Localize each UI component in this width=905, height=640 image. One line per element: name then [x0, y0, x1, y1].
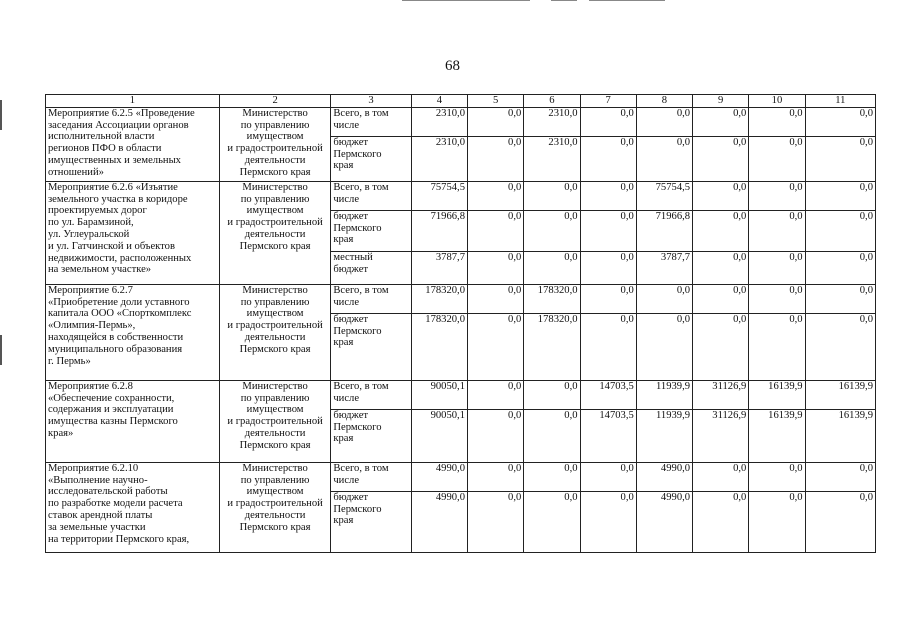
amount-cell: 0,0	[749, 251, 805, 284]
amount-cell: 178320,0	[524, 284, 580, 313]
amount-cell: 0,0	[524, 380, 580, 409]
amount-cell: 71966,8	[636, 210, 692, 251]
responsible-organization: Министерство по управлению имуществом и градостроительной деятельности Пермского края	[219, 181, 331, 284]
activity-description: Мероприятие 6.2.7 «Приобретение доли уставного капитала ООО «Спорткомплекс «Олимпия-Пермь», находящейся в собственности муниципального образования г. Пермь»	[46, 284, 220, 380]
funding-source: бюджет Пермского края	[331, 136, 411, 181]
funding-source: бюджет Пермского края	[331, 491, 411, 552]
column-number: 1	[46, 95, 220, 108]
amount-cell: 0,0	[468, 491, 524, 552]
responsible-organization: Министерство по управлению имуществом и градостроительной деятельности Пермского края	[219, 462, 331, 552]
funding-source: бюджет Пермского края	[331, 409, 411, 462]
amount-cell: 0,0	[693, 107, 749, 136]
amount-cell: 0,0	[805, 181, 875, 210]
amount-cell: 0,0	[693, 181, 749, 210]
funding-source: Всего, в том числе	[331, 284, 411, 313]
amount-cell: 178320,0	[411, 313, 467, 380]
amount-cell: 0,0	[580, 313, 636, 380]
amount-cell: 16139,9	[749, 409, 805, 462]
amount-cell: 75754,5	[411, 181, 467, 210]
amount-cell: 2310,0	[411, 107, 467, 136]
amount-cell: 75754,5	[636, 181, 692, 210]
amount-cell: 3787,7	[411, 251, 467, 284]
scan-top-rule	[589, 0, 665, 1]
activity-description: Мероприятие 6.2.10 «Выполнение научно- исследовательской работы по разработке модели расчета ставок арендной платы за земельные участки на территории Пермского края,	[46, 462, 220, 552]
amount-cell: 0,0	[580, 136, 636, 181]
table-body	[46, 95, 876, 553]
amount-cell: 0,0	[805, 251, 875, 284]
scan-top-rule	[551, 0, 577, 1]
table-row	[46, 380, 876, 409]
amount-cell: 0,0	[749, 491, 805, 552]
amount-cell: 0,0	[693, 462, 749, 491]
amount-cell: 0,0	[468, 409, 524, 462]
amount-cell: 0,0	[580, 107, 636, 136]
funding-source: Всего, в том числе	[331, 181, 411, 210]
responsible-organization: Министерство по управлению имуществом и градостроительной деятельности Пермского края	[219, 284, 331, 380]
amount-cell: 0,0	[805, 462, 875, 491]
amount-cell: 0,0	[749, 313, 805, 380]
amount-cell: 0,0	[524, 491, 580, 552]
funding-source: бюджет Пермского края	[331, 313, 411, 380]
amount-cell: 0,0	[580, 462, 636, 491]
amount-cell: 0,0	[749, 136, 805, 181]
column-number: 9	[693, 95, 749, 108]
amount-cell: 0,0	[749, 284, 805, 313]
amount-cell: 0,0	[749, 462, 805, 491]
amount-cell: 0,0	[805, 107, 875, 136]
amount-cell: 0,0	[749, 210, 805, 251]
amount-cell: 3787,7	[636, 251, 692, 284]
amount-cell: 0,0	[749, 107, 805, 136]
amount-cell: 4990,0	[636, 462, 692, 491]
column-number-row	[46, 95, 876, 108]
column-number: 4	[411, 95, 467, 108]
amount-cell: 4990,0	[636, 491, 692, 552]
amount-cell: 4990,0	[411, 462, 467, 491]
amount-cell: 178320,0	[524, 313, 580, 380]
funding-source: Всего, в том числе	[331, 380, 411, 409]
scan-top-rule	[402, 0, 530, 1]
amount-cell: 0,0	[468, 107, 524, 136]
amount-cell: 0,0	[636, 284, 692, 313]
budget-table	[45, 94, 876, 553]
table-row	[46, 181, 876, 210]
amount-cell: 0,0	[524, 181, 580, 210]
column-number: 10	[749, 95, 805, 108]
amount-cell: 0,0	[524, 251, 580, 284]
amount-cell: 0,0	[805, 313, 875, 380]
amount-cell: 0,0	[805, 284, 875, 313]
amount-cell: 0,0	[636, 136, 692, 181]
activity-description: Мероприятие 6.2.8 «Обеспечение сохранности, содержания и эксплуатации имущества казны Пермского края»	[46, 380, 220, 462]
amount-cell: 0,0	[468, 380, 524, 409]
amount-cell: 0,0	[468, 251, 524, 284]
amount-cell: 71966,8	[411, 210, 467, 251]
scan-edge-mark	[0, 100, 2, 130]
amount-cell: 0,0	[805, 491, 875, 552]
funding-source: Всего, в том числе	[331, 107, 411, 136]
column-number: 2	[219, 95, 331, 108]
amount-cell: 2310,0	[524, 136, 580, 181]
amount-cell: 0,0	[693, 284, 749, 313]
table-row	[46, 284, 876, 313]
amount-cell: 0,0	[693, 491, 749, 552]
amount-cell: 14703,5	[580, 380, 636, 409]
activity-description: Мероприятие 6.2.5 «Проведение заседания Ассоциации органов исполнительной власти регионов ПФО в области имущественных и земельных отношений»	[46, 107, 220, 181]
amount-cell: 4990,0	[411, 491, 467, 552]
amount-cell: 178320,0	[411, 284, 467, 313]
amount-cell: 0,0	[468, 136, 524, 181]
table-row	[46, 107, 876, 136]
funding-source: бюджет Пермского края	[331, 210, 411, 251]
amount-cell: 0,0	[693, 313, 749, 380]
funding-source: местный бюджет	[331, 251, 411, 284]
column-number: 5	[468, 95, 524, 108]
column-number: 6	[524, 95, 580, 108]
amount-cell: 0,0	[580, 210, 636, 251]
amount-cell: 90050,1	[411, 409, 467, 462]
amount-cell: 0,0	[636, 107, 692, 136]
amount-cell: 0,0	[524, 462, 580, 491]
amount-cell: 0,0	[524, 409, 580, 462]
amount-cell: 0,0	[580, 491, 636, 552]
column-number: 8	[636, 95, 692, 108]
amount-cell: 0,0	[468, 181, 524, 210]
amount-cell: 16139,9	[805, 380, 875, 409]
scan-edge-mark	[0, 335, 2, 365]
amount-cell: 0,0	[693, 210, 749, 251]
activity-description: Мероприятие 6.2.6 «Изъятие земельного участка в коридоре проектируемых дорог по ул. Барамзиной, ул. Углеуральской и ул. Гатчинской и объектов недвижимости, расположенных на земельном участке»	[46, 181, 220, 284]
amount-cell: 14703,5	[580, 409, 636, 462]
amount-cell: 0,0	[468, 313, 524, 380]
funding-source: Всего, в том числе	[331, 462, 411, 491]
column-number: 3	[331, 95, 411, 108]
table-row	[46, 462, 876, 491]
amount-cell: 11939,9	[636, 409, 692, 462]
amount-cell: 0,0	[580, 181, 636, 210]
amount-cell: 0,0	[468, 210, 524, 251]
amount-cell: 0,0	[693, 136, 749, 181]
amount-cell: 31126,9	[693, 380, 749, 409]
page-number: 68	[445, 58, 460, 74]
amount-cell: 11939,9	[636, 380, 692, 409]
responsible-organization: Министерство по управлению имуществом и градостроительной деятельности Пермского края	[219, 107, 331, 181]
amount-cell: 0,0	[468, 284, 524, 313]
amount-cell: 0,0	[749, 181, 805, 210]
amount-cell: 31126,9	[693, 409, 749, 462]
amount-cell: 90050,1	[411, 380, 467, 409]
amount-cell: 16139,9	[749, 380, 805, 409]
amount-cell: 2310,0	[524, 107, 580, 136]
column-number: 11	[805, 95, 875, 108]
column-number: 7	[580, 95, 636, 108]
amount-cell: 0,0	[524, 210, 580, 251]
amount-cell: 0,0	[805, 136, 875, 181]
responsible-organization: Министерство по управлению имуществом и градостроительной деятельности Пермского края	[219, 380, 331, 462]
amount-cell: 0,0	[468, 462, 524, 491]
amount-cell: 0,0	[693, 251, 749, 284]
amount-cell: 0,0	[805, 210, 875, 251]
amount-cell: 0,0	[580, 251, 636, 284]
amount-cell: 2310,0	[411, 136, 467, 181]
amount-cell: 16139,9	[805, 409, 875, 462]
amount-cell: 0,0	[580, 284, 636, 313]
amount-cell: 0,0	[636, 313, 692, 380]
